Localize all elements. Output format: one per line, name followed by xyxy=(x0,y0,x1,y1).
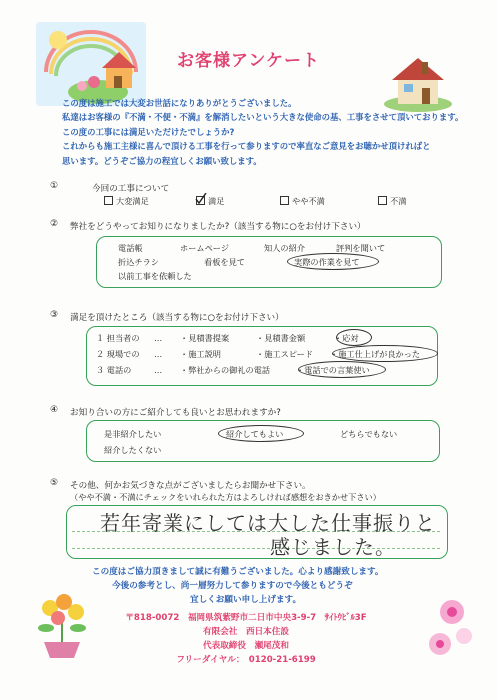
q2-number: ② xyxy=(50,219,59,229)
q3-ellipsis: … xyxy=(154,333,163,343)
checkbox-icon[interactable] xyxy=(280,196,289,205)
q1-option-dissatisfied[interactable] xyxy=(378,196,406,207)
q2-option-circled[interactable]: 実際の作業を見て xyxy=(294,257,360,267)
intro-line: この度は施工では大変お世話になりありがとうございました。 xyxy=(62,98,297,108)
handwritten-comment-line: 若年寄業にしては大した仕事振りと xyxy=(100,511,436,535)
company-representative: 代表取締役 瀬尾茂和 xyxy=(203,641,289,651)
q2-option[interactable]: 知人の紹介 xyxy=(264,243,305,253)
q5-number: ⑤ xyxy=(50,478,59,488)
q1-option-somewhat-dissatisfied[interactable] xyxy=(280,196,325,207)
answer-circle xyxy=(218,425,304,442)
q3-option[interactable]: ・見積書金額 xyxy=(256,333,306,343)
q3-option-circled[interactable]: ・施工仕上げが良かった xyxy=(330,349,421,359)
q5-subtext: （やや不満・不満にチェックをいれられた方はよろしければ感想をおきかせ下さい） xyxy=(70,492,381,502)
answer-circle xyxy=(332,345,438,362)
pink-flowers-icon xyxy=(422,596,478,664)
q4-question: お知り合いの方にご紹介しても良いとお思われますか? xyxy=(70,408,281,418)
q3-row-label: ３ 電話の xyxy=(96,365,132,375)
handwritten-comment-line: 感じました。 xyxy=(270,535,396,559)
q3-option[interactable]: ・弊社からの御礼の電話 xyxy=(180,365,271,375)
answer-circle xyxy=(298,361,386,378)
q4-option[interactable]: 紹介したくない xyxy=(104,445,162,455)
company-address: 〒818-0072 福岡県筑紫野市二日市中央3-9-7 ｻｲﾄｳﾋﾞﾙ3F xyxy=(125,613,367,623)
intro-line: これからも施工主様に喜んで頂ける工事を行って参りますので率直なご意見をお聴かせ頂ければと xyxy=(62,141,431,152)
q4-option[interactable]: 是非紹介したい xyxy=(104,429,162,439)
thanks-line: 宜しくお願い申し上げます。 xyxy=(190,595,302,605)
q5-question: その他、何かお気づきな点がございましたらお聞かせ下さい。 xyxy=(70,481,311,491)
q3-row-label: ２ 現場での xyxy=(96,349,140,359)
q2-question: 弊社をどうやってお知りになりましたか?（該当する物に○をお付け下さい） xyxy=(70,222,366,232)
intro-line: 私達はお客様の『不満・不便・不満』を解消したいという大きな使命の基、工事をさせて頂いております。 xyxy=(62,112,464,123)
q3-option-circled[interactable]: ・応対 xyxy=(334,333,359,343)
q3-option[interactable]: ・見積書提案 xyxy=(180,333,230,343)
flower-pot-icon xyxy=(30,588,94,660)
thanks-line: 今後の参考とし、尚一層努力して参りますので今後ともどうぞ xyxy=(112,581,353,591)
q2-option[interactable]: ホームページ xyxy=(180,243,229,253)
checkmark-icon xyxy=(195,193,207,205)
q2-option[interactable]: 評判を聞いて xyxy=(336,243,386,253)
q4-number: ④ xyxy=(50,405,59,415)
intro-line: 思います。どうぞご協力の程宜しくお願い致します。 xyxy=(62,155,262,166)
checkbox-checked-icon[interactable] xyxy=(196,196,205,205)
q3-ellipsis: … xyxy=(154,365,163,375)
q3-ellipsis: … xyxy=(154,349,163,359)
q4-option-circled[interactable]: 紹介してもよい xyxy=(226,429,284,439)
option-label: 満足 xyxy=(208,196,225,206)
q2-option[interactable]: 電話帳 xyxy=(118,243,143,253)
answer-circle xyxy=(287,253,379,270)
checkbox-icon[interactable] xyxy=(104,196,113,205)
q3-row-label: １ 担当者の xyxy=(96,333,140,343)
company-name: 有限会社 西日本住設 xyxy=(203,627,289,637)
q3-question: 満足を頂けたところ（該当する物に○をお付け下さい） xyxy=(70,313,284,323)
q3-option[interactable]: ・施工説明 xyxy=(180,349,221,359)
answer-circle xyxy=(336,329,372,346)
q4-option[interactable]: どちらでもない xyxy=(340,429,398,439)
q3-number: ③ xyxy=(50,310,59,320)
thanks-line: この度はご協力頂きまして誠に有難うございました。心より感謝致します。 xyxy=(92,567,384,577)
company-phone: フリーダイヤル： 0120-21-6199 xyxy=(176,655,316,665)
option-label: やや不満 xyxy=(292,196,325,206)
q1-question: 今回の工事について xyxy=(92,184,170,194)
option-label: 不満 xyxy=(390,196,407,206)
page-title: お客様アンケート xyxy=(177,51,320,71)
q1-option-very-satisfied[interactable] xyxy=(104,196,149,207)
q3-option-circled[interactable]: ・電話での言葉使い xyxy=(296,365,370,375)
intro-text xyxy=(62,96,482,168)
q1-option-satisfied[interactable] xyxy=(196,196,224,207)
q2-option[interactable]: 折込チラシ xyxy=(118,257,159,267)
q1-number: ① xyxy=(50,181,59,191)
checkbox-icon[interactable] xyxy=(378,196,387,205)
option-label: 大変満足 xyxy=(116,196,149,206)
intro-line: この度の工事には満足いただけたでしょうか? xyxy=(62,126,235,137)
q2-option[interactable]: 以前工事を依頼した xyxy=(118,271,192,281)
q2-option[interactable]: 看板を見て xyxy=(204,257,245,267)
q3-option[interactable]: ・施工スピード xyxy=(256,349,313,359)
